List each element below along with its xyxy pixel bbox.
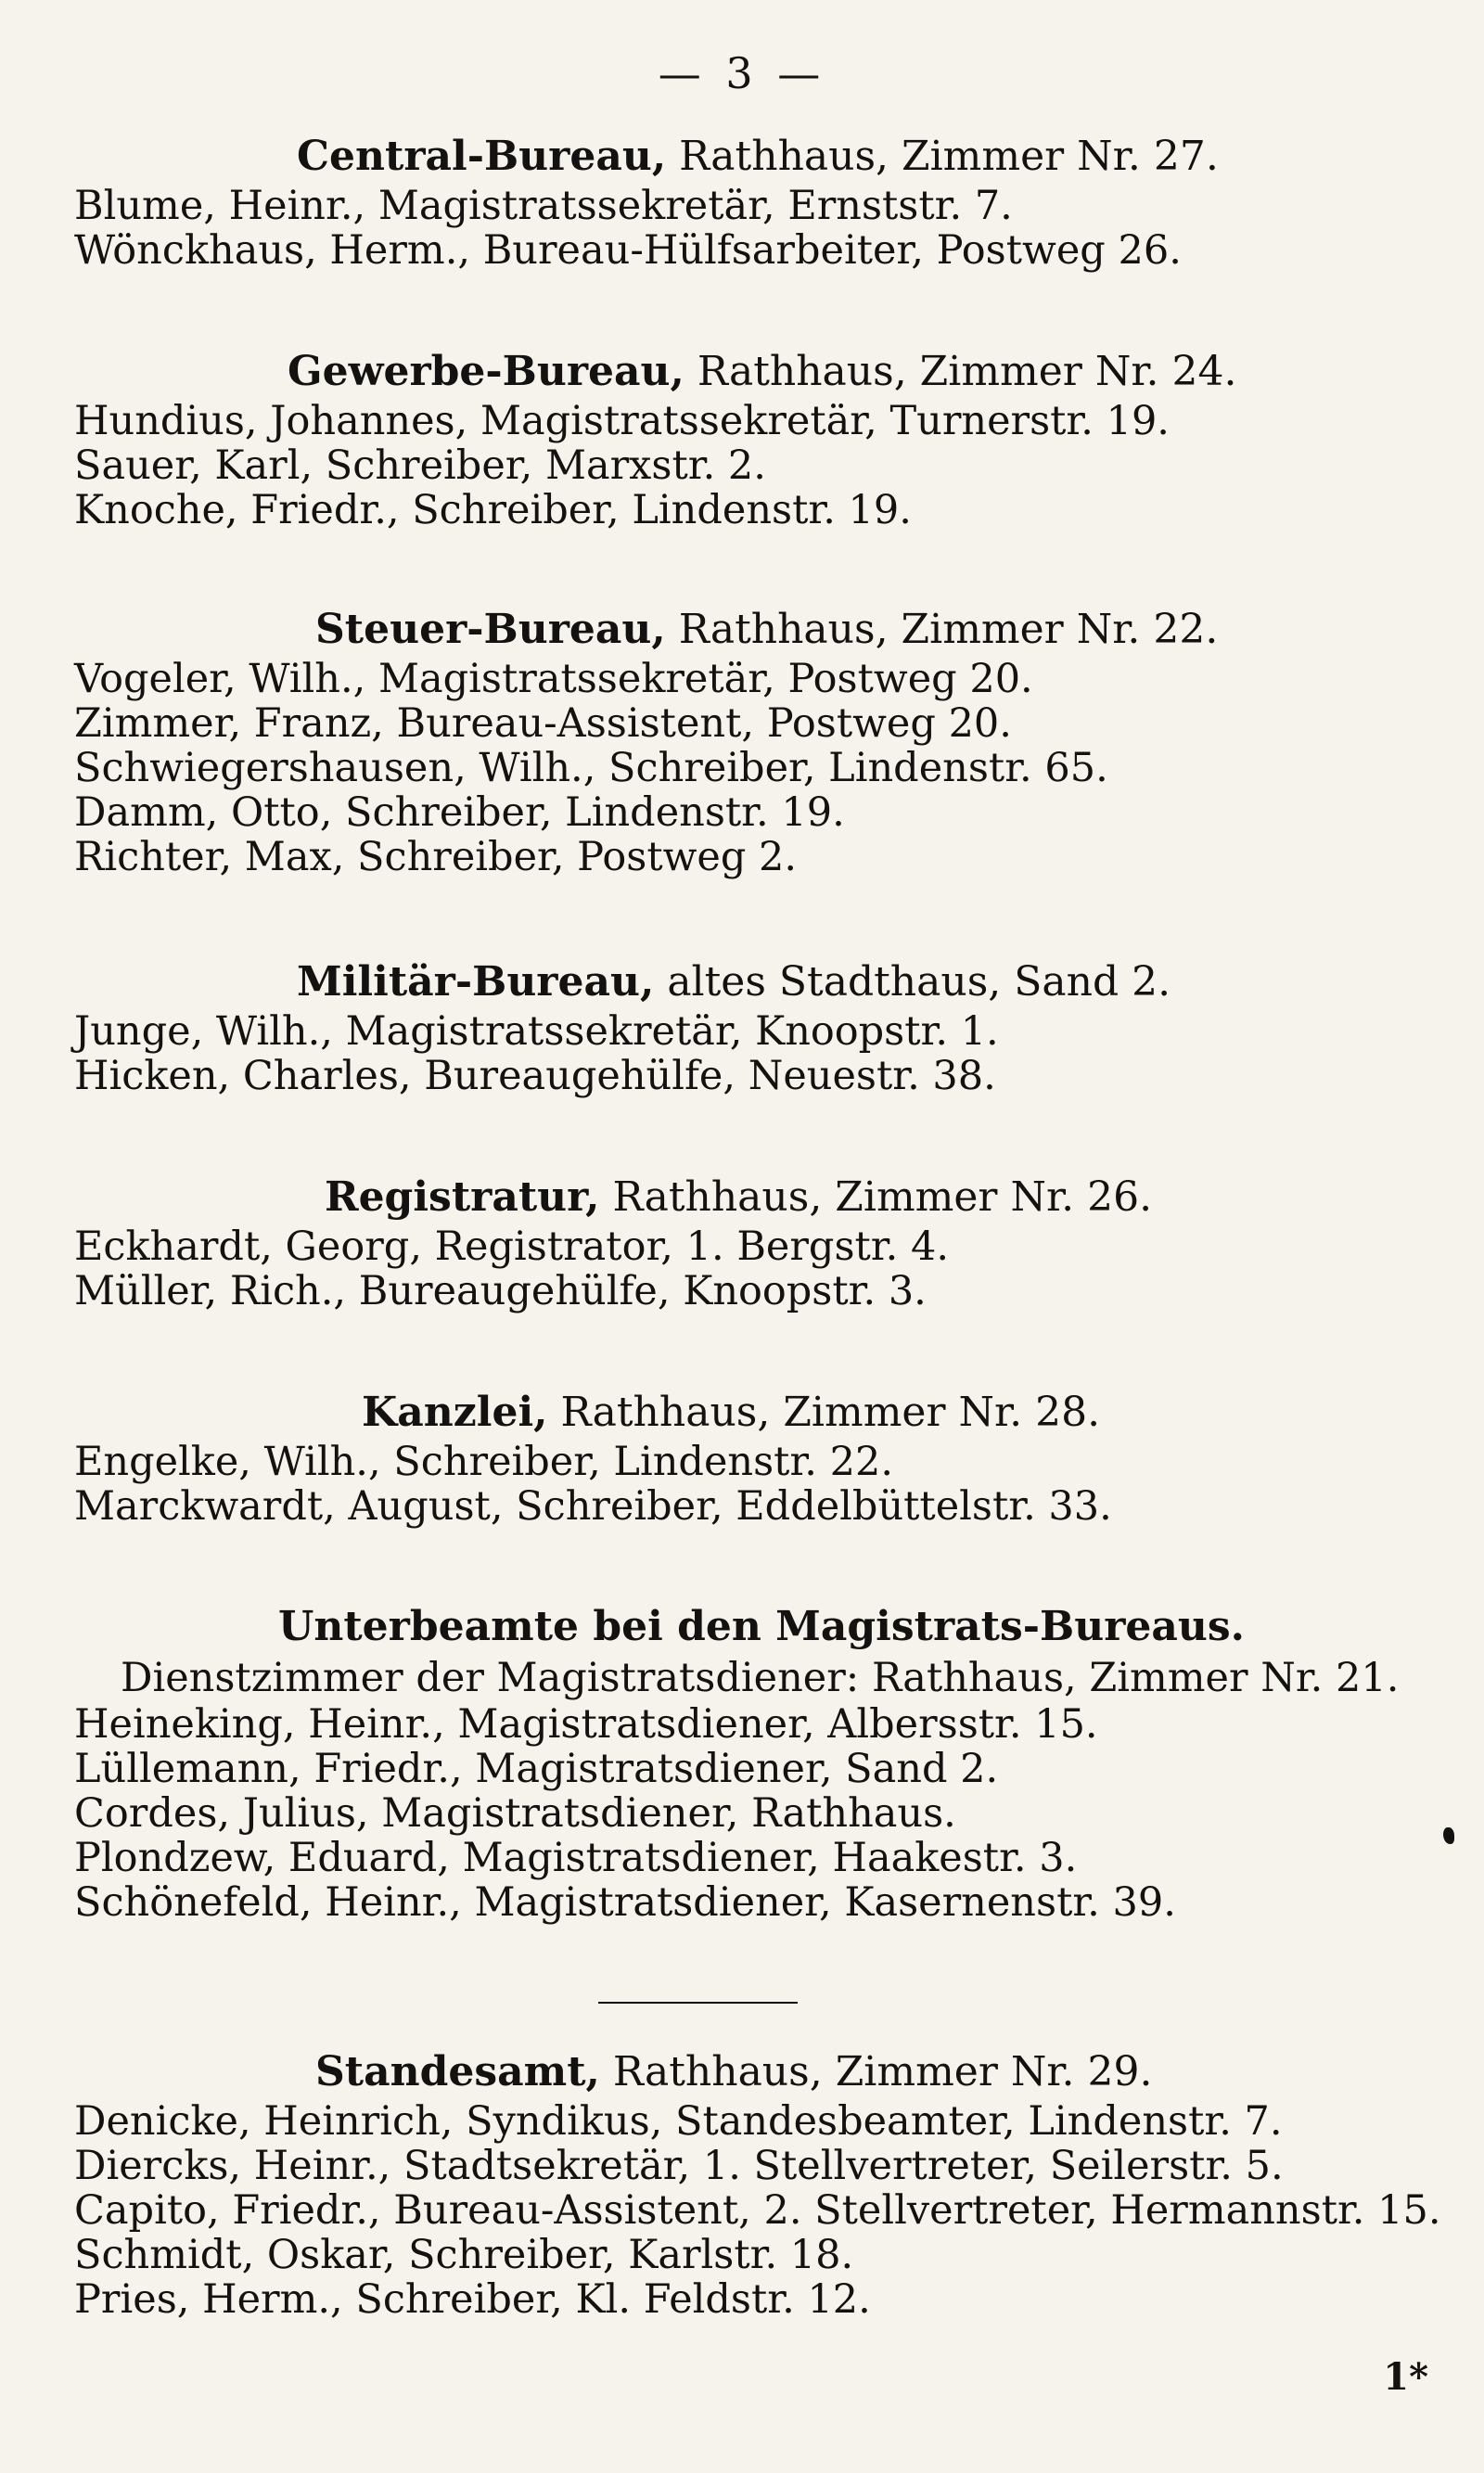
list-item: Blume, Heinr., Magistratssekretär, Ernststr. 7. bbox=[74, 183, 1013, 229]
section-heading bbox=[74, 1171, 1428, 1224]
section-heading bbox=[74, 1600, 1428, 1654]
section-location: Rathhaus, Zimmer Nr. 22. bbox=[678, 606, 1219, 653]
section-title: Unterbeamte bei den Magistrats-Bureaus. bbox=[278, 1603, 1245, 1650]
list-item: Capito, Friedr., Bureau-Assistent, 2. Stellvertreter, Hermannstr. 15. bbox=[74, 2187, 1441, 2234]
list-item: Müller, Rich., Bureaugehülfe, Knoopstr. 3. bbox=[74, 1268, 927, 1314]
section-heading bbox=[74, 603, 1428, 657]
section-gewerbe-bureau bbox=[74, 345, 1428, 532]
ink-speck bbox=[1443, 1827, 1454, 1844]
list-item: Eckhardt, Georg, Registrator, 1. Bergstr. 4. bbox=[74, 1224, 949, 1270]
list-item: Richter, Max, Schreiber, Postweg 2. bbox=[74, 834, 798, 880]
list-item: Cordes, Julius, Magistratsdiener, Rathhaus. bbox=[74, 1790, 956, 1837]
section-title: Kanzlei, bbox=[362, 1389, 548, 1436]
section-location: Rathhaus, Zimmer Nr. 24. bbox=[697, 348, 1237, 395]
section-heading bbox=[74, 345, 1428, 399]
section-title: Standesamt, bbox=[315, 2048, 600, 2095]
list-item: Vogeler, Wilh., Magistratssekretär, Postweg 20. bbox=[74, 656, 1033, 702]
list-item: Diercks, Heinr., Stadtsekretär, 1. Stellvertreter, Seilerstr. 5. bbox=[74, 2143, 1284, 2189]
list-item: Marckwardt, August, Schreiber, Eddelbüttelstr. 33. bbox=[74, 1483, 1112, 1530]
section-heading bbox=[74, 1386, 1428, 1440]
list-item: Schwiegershausen, Wilh., Schreiber, Lindenstr. 65. bbox=[74, 745, 1108, 791]
section-title: Registratur, bbox=[325, 1173, 600, 1221]
section-location: Rathhaus, Zimmer Nr. 29. bbox=[612, 2048, 1153, 2095]
list-item: Sauer, Karl, Schreiber, Marxstr. 2. bbox=[74, 442, 766, 489]
section-steuer-bureau bbox=[74, 603, 1428, 879]
list-item: Damm, Otto, Schreiber, Lindenstr. 19. bbox=[74, 789, 845, 836]
list-item: Knoche, Friedr., Schreiber, Lindenstr. 19. bbox=[74, 487, 912, 533]
list-item: Hicken, Charles, Bureaugehülfe, Neuestr. 38. bbox=[74, 1053, 996, 1099]
divider-rule bbox=[598, 2002, 798, 2004]
section-registratur bbox=[74, 1171, 1428, 1313]
section-location: Rathhaus, Zimmer Nr. 28. bbox=[560, 1389, 1101, 1436]
section-standesamt bbox=[74, 2045, 1441, 2323]
list-item: Zimmer, Franz, Bureau-Assistent, Postweg 20. bbox=[74, 700, 1012, 747]
section-heading bbox=[74, 2045, 1428, 2099]
section-unterbeamte bbox=[74, 1600, 1428, 1925]
section-title: Central-Bureau, bbox=[297, 133, 667, 180]
section-location: Rathhaus, Zimmer Nr. 26. bbox=[612, 1173, 1153, 1221]
list-item: Schönefeld, Heinr., Magistratsdiener, Kasernenstr. 39. bbox=[74, 1879, 1176, 1926]
section-location: altes Stadthaus, Sand 2. bbox=[667, 958, 1171, 1006]
list-item: Wönckhaus, Herm., Bureau-Hülfsarbeiter, Postweg 26. bbox=[74, 227, 1182, 274]
list-item: Heineking, Heinr., Magistratsdiener, Albersstr. 15. bbox=[74, 1701, 1098, 1748]
section-kanzlei bbox=[74, 1386, 1428, 1529]
section-title: Gewerbe-Bureau, bbox=[288, 348, 684, 395]
list-item: Denicke, Heinrich, Syndikus, Standesbeamter, Lindenstr. 7. bbox=[74, 2098, 1283, 2145]
section-title: Steuer-Bureau, bbox=[315, 606, 666, 653]
list-item: Pries, Herm., Schreiber, Kl. Feldstr. 12. bbox=[74, 2276, 871, 2323]
section-heading bbox=[74, 955, 1428, 1009]
list-item: Lüllemann, Friedr., Magistratsdiener, Sand 2. bbox=[74, 1746, 999, 1792]
section-central-bureau bbox=[74, 130, 1428, 273]
page-number: — 3 — bbox=[658, 48, 826, 98]
list-item: Engelke, Wilh., Schreiber, Lindenstr. 22. bbox=[74, 1439, 893, 1485]
list-item: Plondzew, Eduard, Magistratsdiener, Haakestr. 3. bbox=[74, 1835, 1078, 1881]
section-title: Militär-Bureau, bbox=[297, 958, 655, 1006]
list-item: Schmidt, Oskar, Schreiber, Karlstr. 18. bbox=[74, 2232, 854, 2278]
list-item: Junge, Wilh., Magistratssekretär, Knoopstr. 1. bbox=[74, 1008, 999, 1055]
section-subline: Dienstzimmer der Magistratsdiener: Rathhaus, Zimmer Nr. 21. bbox=[121, 1655, 1400, 1701]
section-heading bbox=[74, 130, 1428, 184]
section-militaer-bureau bbox=[74, 955, 1428, 1098]
section-location: Rathhaus, Zimmer Nr. 27. bbox=[679, 133, 1219, 180]
signature-mark: 1* bbox=[1383, 2355, 1428, 2399]
list-item: Hundius, Johannes, Magistratssekretär, Turnerstr. 19. bbox=[74, 398, 1170, 444]
